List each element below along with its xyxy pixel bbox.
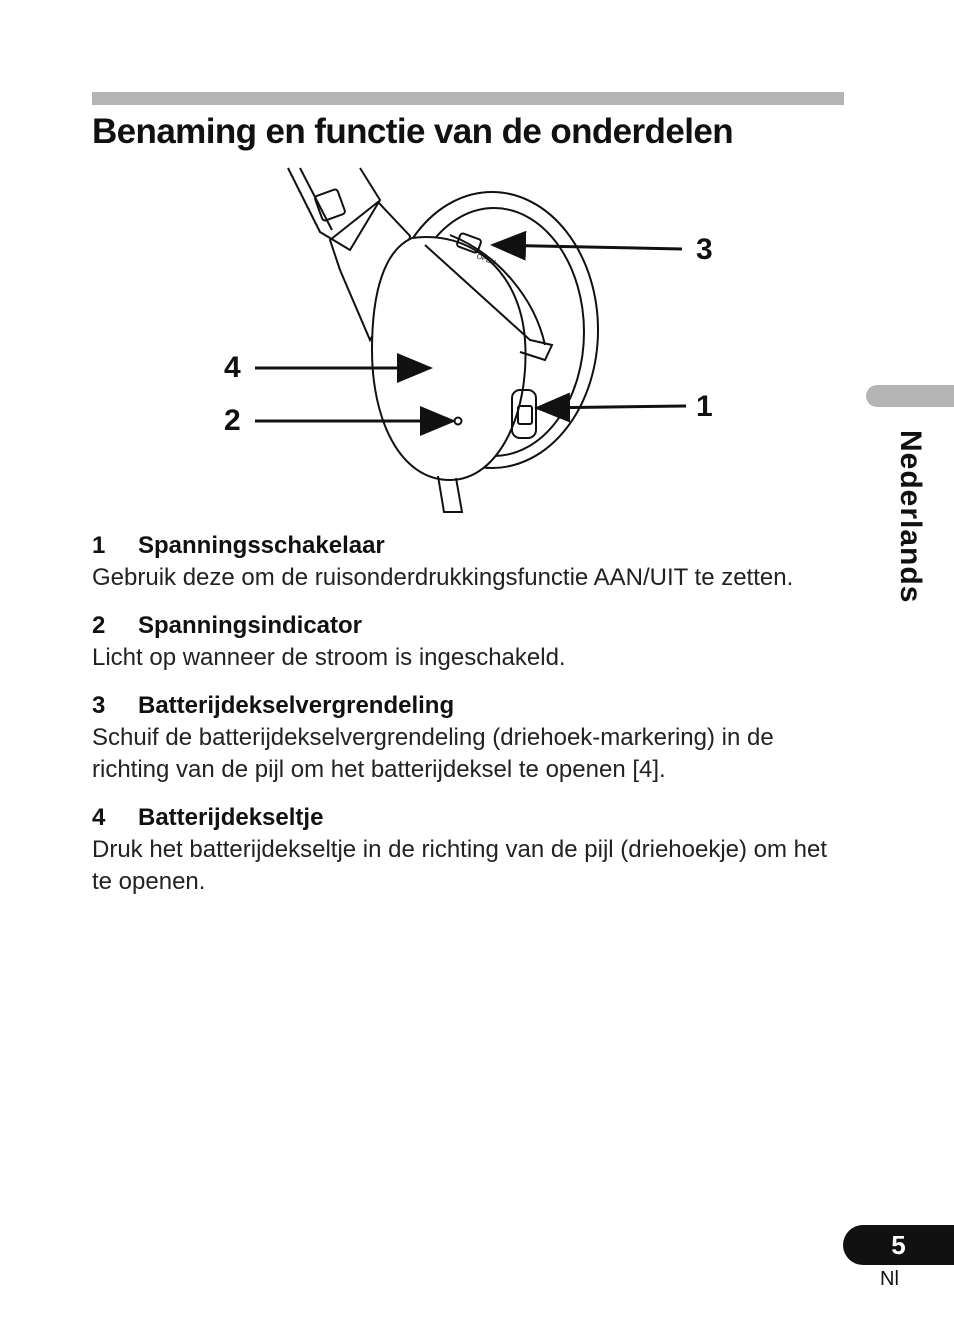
list-item (92, 802, 852, 898)
side-language-label: Nederlands (894, 430, 927, 604)
callout-4: 4 (224, 351, 241, 384)
headphone-illustration (288, 168, 598, 512)
page-number: 5 (843, 1225, 954, 1265)
item-number: 4 (92, 804, 106, 831)
page-title: Benaming en functie van de onderdelen (92, 112, 733, 151)
item-description: Licht op wanneer de stroom is ingeschakeld. (92, 644, 566, 671)
item-name: Spanningsindicator (138, 612, 363, 639)
item-description: Druk het batterijdekseltje in de richting van de pijl (driehoekje) om het te openen. (92, 836, 828, 895)
callout-1: 1 (696, 390, 713, 423)
list-item (92, 610, 852, 674)
battery-cover (372, 237, 526, 480)
callout-3: 3 (696, 233, 713, 266)
callout-arrow-1 (537, 406, 686, 408)
item-description: Gebruik deze om de ruisonderdrukkingsfunctie AAN/UIT te zetten. (92, 564, 794, 591)
item-number: 2 (92, 612, 106, 639)
item-heading (92, 610, 852, 642)
list-item (92, 530, 852, 594)
cable (438, 476, 462, 512)
list-item (92, 690, 852, 786)
item-description: Schuif de batterijdekselvergrendeling (driehoek-markering) in de richting van de pijl om het batterijdeksel te openen [4]. (92, 724, 774, 783)
item-heading (92, 530, 852, 562)
item-number: 1 (92, 532, 106, 559)
callout-2: 2 (224, 404, 241, 437)
item-heading (92, 802, 852, 834)
callout-arrow-3 (493, 245, 682, 249)
item-number: 3 (92, 692, 106, 719)
item-name: Batterijdekselvergrendeling (138, 692, 455, 719)
open-label: OPEN (475, 253, 497, 267)
language-code: Nl (880, 1268, 899, 1290)
parts-list (92, 530, 852, 914)
item-heading (92, 690, 852, 722)
headphone-parts-figure (200, 160, 740, 520)
side-tab-marker (866, 385, 954, 407)
item-name: Batterijdekseltje (138, 804, 324, 831)
item-name: Spanningsschakelaar (138, 532, 385, 559)
title-rule (92, 92, 844, 105)
